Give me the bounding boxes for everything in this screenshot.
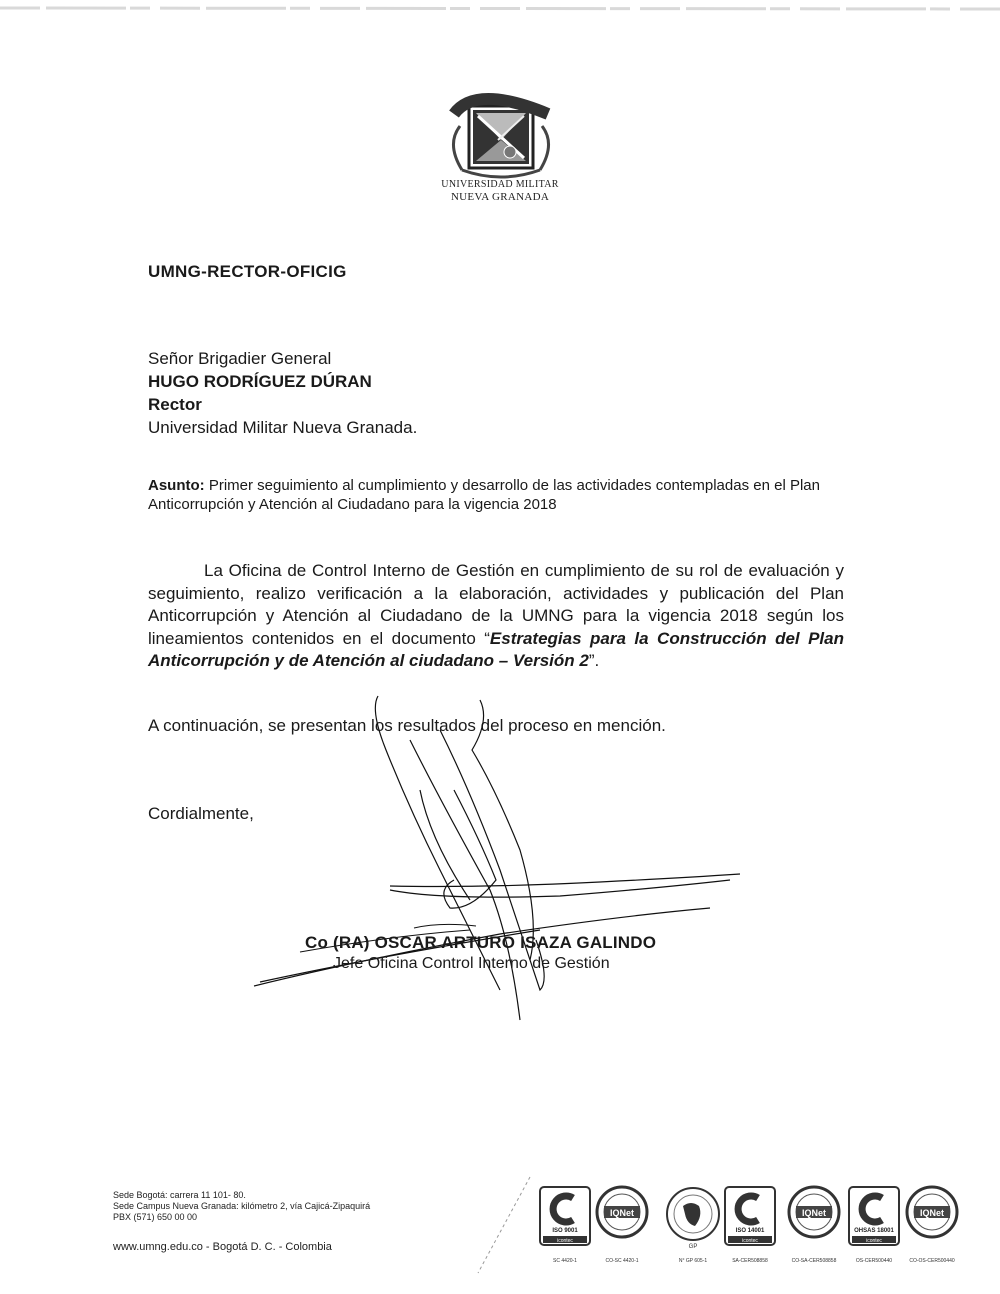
svg-text:GP: GP [688, 1244, 698, 1250]
addressee-name: HUGO RODRÍGUEZ DÚRAN [148, 372, 372, 391]
svg-text:IQNet: IQNet [919, 1208, 945, 1218]
document-reference: UMNG-RECTOR-OFICIG [148, 262, 347, 281]
certification-logo [904, 1184, 960, 1258]
certification-code: SA-CER508858 [732, 1258, 768, 1264]
scan-edge-noise [0, 0, 1000, 18]
university-name-line2: NUEVA GRANADA [450, 191, 550, 203]
svg-text:IQNet: IQNet [609, 1208, 635, 1218]
footer-address-bogota: Sede Bogotá: carrera 11 101- 80. [113, 1190, 246, 1200]
closing: Cordialmente, [148, 804, 254, 823]
handwritten-signature [240, 690, 760, 1030]
certification-logo [846, 1184, 902, 1258]
addressee-position: Rector [148, 395, 202, 414]
certification-code: SC 4420-1 [553, 1258, 577, 1264]
svg-text:ISO 14001: ISO 14001 [735, 1228, 765, 1234]
footer-website: www.umng.edu.co - Bogotá D. C. - Colombia [113, 1241, 332, 1253]
certification-logo [537, 1184, 593, 1258]
certification-code: N° GP 605-1 [678, 1258, 708, 1264]
subject-label: Asunto: [148, 477, 205, 494]
referenced-document-title: Estrategias para la Construcción del Plan Anticorrupción y de Atención al ciudadano – Versión 2 [148, 628, 844, 670]
footer-divider [474, 1175, 534, 1275]
svg-text:ISO 9001: ISO 9001 [552, 1228, 578, 1234]
spacer-icon [0, 172, 1, 173]
signer-name: Co (RA) OSCAR ARTURO ISAZA GALINDO [305, 933, 657, 952]
addressee-institution: Universidad Militar Nueva Granada. [148, 418, 418, 437]
subject-text: Primer seguimiento al cumplimiento y desarrollo de las actividades contempladas en el Plan Anticorrupción y Atención al Ciudadano para la vigencia 2018 [148, 477, 820, 513]
footer-address-campus: Sede Campus Nueva Granada: kilómetro 2, vía Cajicá-Zipaquirá [113, 1201, 371, 1211]
certification-logo [722, 1184, 778, 1258]
svg-text:icontec: icontec [557, 1238, 573, 1244]
certification-logo [786, 1184, 842, 1258]
footer-phone: PBX (571) 650 00 00 [113, 1212, 198, 1222]
body-paragraph-text: La Oficina de Control Interno de Gestión en cumplimiento de su rol de evaluación y seguimiento, realizo verificación a la elaboración, actividades y publicación del Plan Anticorrupción y Atención al Ciudadano de la UMNG para la vigencia 2018 según los lineamientos contenidos en el documento “ [148, 561, 844, 648]
svg-text:OHSAS 18001: OHSAS 18001 [854, 1228, 894, 1234]
certification-code: CO-SA-CER508858 [791, 1258, 837, 1264]
svg-text:icontec: icontec [742, 1238, 758, 1244]
university-name-line1: UNIVERSIDAD MILITAR [441, 179, 559, 190]
svg-text:icontec: icontec [866, 1238, 882, 1244]
results-intro: A continuación, se presentan los resultados del proceso en mención. [148, 716, 666, 735]
certification-logo [665, 1184, 721, 1258]
certification-logo [594, 1184, 650, 1258]
svg-text:IQNet: IQNet [801, 1208, 827, 1218]
body-paragraph [148, 560, 844, 673]
certification-code: OS-CER500440 [855, 1258, 893, 1264]
certification-code: CO-SC 4420-1 [605, 1258, 639, 1264]
certification-code: CO-OS-CER500440 [909, 1258, 955, 1264]
signer-title: Jefe Oficina Control Interno de Gestión [333, 955, 610, 972]
addressee-salutation: Señor Brigadier General [148, 349, 332, 368]
body-paragraph-end: ”. [588, 651, 600, 670]
subject-block [148, 476, 848, 514]
